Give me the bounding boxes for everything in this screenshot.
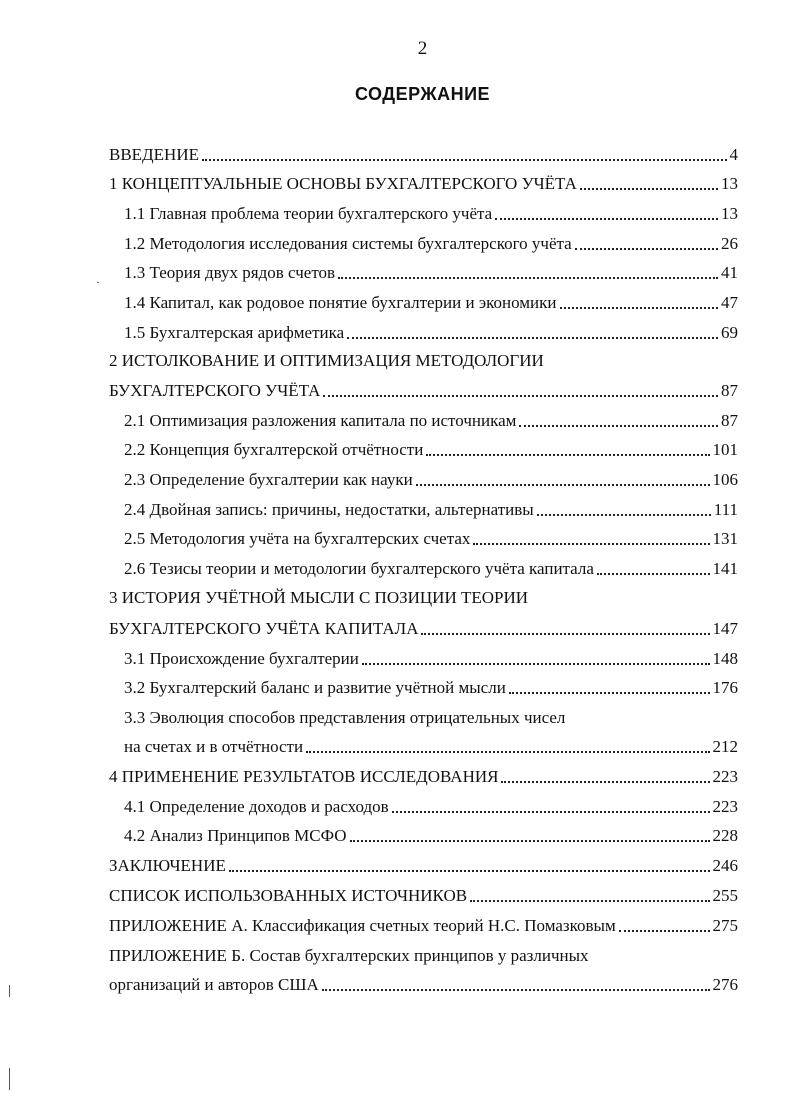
toc-entry-page: 106 xyxy=(712,470,738,489)
toc-entry-title: ПРИЛОЖЕНИЕ Б. Состав бухгалтерских принципов у различных xyxy=(109,946,589,965)
toc-entry-page: 111 xyxy=(713,500,738,519)
toc-entry-page: 147 xyxy=(712,619,738,638)
toc-entry-appendix-b[interactable] xyxy=(109,945,738,967)
toc-entry-title: организаций и авторов США xyxy=(109,975,319,994)
toc-entry-conclusion[interactable] xyxy=(109,855,738,877)
toc-entry-chapter-2[interactable] xyxy=(109,350,738,372)
toc-entry-title: ЗАКЛЮЧЕНИЕ xyxy=(109,856,226,875)
toc-entry-chapter-2-cont[interactable] xyxy=(109,380,738,402)
toc-entry-page: 101 xyxy=(712,440,738,459)
toc-leader-dots xyxy=(575,248,718,250)
toc-entry-title: 4.2 Анализ Принципов МСФО xyxy=(124,826,347,845)
toc-entry-title: 1.1 Главная проблема теории бухгалтерского учёта xyxy=(124,204,493,223)
toc-entry-2-2[interactable] xyxy=(124,439,738,461)
toc-leader-dots xyxy=(580,188,718,190)
toc-entry-2-3[interactable] xyxy=(124,469,738,491)
toc-leader-dots xyxy=(416,484,710,486)
toc-entry-page: 275 xyxy=(712,916,738,935)
toc-entry-title: СПИСОК ИСПОЛЬЗОВАННЫХ ИСТОЧНИКОВ xyxy=(109,886,468,905)
toc-entry-4-1[interactable] xyxy=(124,796,738,818)
toc-leader-dots xyxy=(306,751,709,753)
toc-entry-1-4[interactable] xyxy=(124,292,738,314)
toc-leader-dots xyxy=(347,337,718,339)
toc-entry-title: 3.3 Эволюция способов представления отрицательных чисел xyxy=(124,708,566,727)
toc-entry-page: 223 xyxy=(712,797,738,816)
toc-entry-title: 3.2 Бухгалтерский баланс и развитие учётной мысли xyxy=(124,678,506,697)
toc-leader-dots xyxy=(421,633,709,635)
toc-entry-page: 141 xyxy=(712,559,738,578)
toc-leader-dots xyxy=(619,930,710,932)
toc-entry-title: 2.4 Двойная запись: причины, недостатки, альтернативы xyxy=(124,500,534,519)
scan-speck: · xyxy=(96,275,100,289)
page-number: 2 xyxy=(417,38,428,59)
toc-entry-title: 3.1 Происхождение бухгалтерии xyxy=(124,649,359,668)
toc-entry-introduction[interactable] xyxy=(109,144,738,166)
toc-leader-dots xyxy=(338,277,718,279)
toc-entry-title: 2.2 Концепция бухгалтерской отчётности xyxy=(124,440,424,459)
toc-entry-chapter-3[interactable] xyxy=(109,587,738,609)
toc-entry-title: БУХГАЛТЕРСКОГО УЧЁТА xyxy=(109,381,321,400)
toc-entry-title: ПРИЛОЖЕНИЕ А. Классификация счетных теорий Н.С. Помазковым xyxy=(109,916,616,935)
toc-leader-dots xyxy=(392,811,710,813)
toc-entry-2-5[interactable] xyxy=(124,528,738,550)
toc-leader-dots xyxy=(473,543,709,545)
toc-entry-title: 4.1 Определение доходов и расходов xyxy=(124,797,389,816)
toc-entry-title: 2.1 Оптимизация разложения капитала по источникам xyxy=(124,411,517,430)
toc-entry-title: 3 ИСТОРИЯ УЧЁТНОЙ МЫСЛИ С ПОЗИЦИИ ТЕОРИИ xyxy=(109,588,529,607)
toc-entry-title: 2 ИСТОЛКОВАНИЕ И ОПТИМИЗАЦИЯ МЕТОДОЛОГИИ xyxy=(109,351,544,370)
toc-entry-page: 212 xyxy=(712,737,738,756)
toc-entry-page: 276 xyxy=(712,975,738,994)
toc-entry-1-1[interactable] xyxy=(124,203,738,225)
toc-leader-dots xyxy=(509,692,710,694)
toc-entry-title: ВВЕДЕНИЕ xyxy=(109,145,199,164)
toc-entry-page: 223 xyxy=(712,767,738,786)
scan-margin-mark xyxy=(9,1068,10,1090)
toc-entry-page: 26 xyxy=(721,234,738,253)
toc-entry-3-3[interactable] xyxy=(124,707,738,729)
toc-leader-dots xyxy=(560,307,718,309)
toc-leader-dots xyxy=(470,900,709,902)
toc-entry-title: 2.6 Тезисы теории и методологии бухгалтерского учёта капитала xyxy=(124,559,594,578)
toc-leader-dots xyxy=(597,573,710,575)
toc-entry-references[interactable] xyxy=(109,885,738,907)
scan-margin-mark xyxy=(9,985,10,997)
toc-entry-page: 255 xyxy=(712,886,738,905)
toc-entry-page: 176 xyxy=(712,678,738,697)
toc-entry-3-3-cont[interactable] xyxy=(124,736,738,758)
toc-leader-dots xyxy=(350,840,710,842)
toc-entry-title: 1 КОНЦЕПТУАЛЬНЫЕ ОСНОВЫ БУХГАЛТЕРСКОГО УЧЁТА xyxy=(109,174,577,193)
toc-entry-2-4[interactable] xyxy=(124,499,738,521)
toc-entry-page: 87 xyxy=(721,411,738,430)
toc-entry-page: 131 xyxy=(712,529,738,548)
toc-entry-appendix-b-cont[interactable] xyxy=(109,974,738,996)
toc-leader-dots xyxy=(323,395,718,397)
toc-entry-page: 47 xyxy=(721,293,738,312)
toc-entry-2-1[interactable] xyxy=(124,410,738,432)
toc-entry-title: 1.4 Капитал, как родовое понятие бухгалтерии и экономики xyxy=(124,293,557,312)
toc-leader-dots xyxy=(362,663,710,665)
toc-entry-page: 148 xyxy=(712,649,738,668)
toc-entry-title: 4 ПРИМЕНЕНИЕ РЕЗУЛЬТАТОВ ИССЛЕДОВАНИЯ xyxy=(109,767,499,786)
toc-leader-dots xyxy=(495,218,718,220)
toc-entry-1-2[interactable] xyxy=(124,233,738,255)
toc-entry-chapter-1[interactable] xyxy=(109,173,738,195)
toc-entry-title: 1.3 Теория двух рядов счетов xyxy=(124,263,336,282)
toc-leader-dots xyxy=(322,989,710,991)
toc-entry-page: 41 xyxy=(721,263,738,282)
toc-entry-4-2[interactable] xyxy=(124,825,738,847)
toc-entry-chapter-3-cont[interactable] xyxy=(109,618,738,640)
toc-entry-page: 13 xyxy=(721,204,738,223)
toc-heading: СОДЕРЖАНИЕ xyxy=(354,84,491,104)
toc-entry-chapter-4[interactable] xyxy=(109,766,738,788)
toc-entry-1-5[interactable] xyxy=(124,322,738,344)
toc-entry-title: 1.5 Бухгалтерская арифметика xyxy=(124,323,345,342)
toc-leader-dots xyxy=(229,870,710,872)
toc-entry-page: 13 xyxy=(721,174,738,193)
toc-entry-appendix-a[interactable] xyxy=(109,915,738,937)
toc-entry-3-2[interactable] xyxy=(124,677,738,699)
toc-entry-title: БУХГАЛТЕРСКОГО УЧЁТА КАПИТАЛА xyxy=(109,619,419,638)
toc-entry-title: 1.2 Методология исследования системы бухгалтерского учёта xyxy=(124,234,572,253)
toc-entry-page: 228 xyxy=(712,826,738,845)
toc-entry-title: на счетах и в отчётности xyxy=(124,737,304,756)
toc-entry-3-1[interactable] xyxy=(124,648,738,670)
toc-entry-title: 2.3 Определение бухгалтерии как науки xyxy=(124,470,413,489)
toc-entry-2-6[interactable] xyxy=(124,558,738,580)
toc-entry-page: 69 xyxy=(721,323,738,342)
toc-entry-page: 246 xyxy=(712,856,738,875)
toc-entry-title: 2.5 Методология учёта на бухгалтерских счетах xyxy=(124,529,471,548)
toc-leader-dots xyxy=(426,454,709,456)
toc-leader-dots xyxy=(519,425,718,427)
toc-leader-dots xyxy=(501,781,709,783)
toc-entry-page: 4 xyxy=(729,145,738,164)
toc-entry-page: 87 xyxy=(721,381,738,400)
toc-leader-dots xyxy=(202,159,727,161)
toc-entry-1-3[interactable] xyxy=(124,262,738,284)
toc-leader-dots xyxy=(537,514,711,516)
